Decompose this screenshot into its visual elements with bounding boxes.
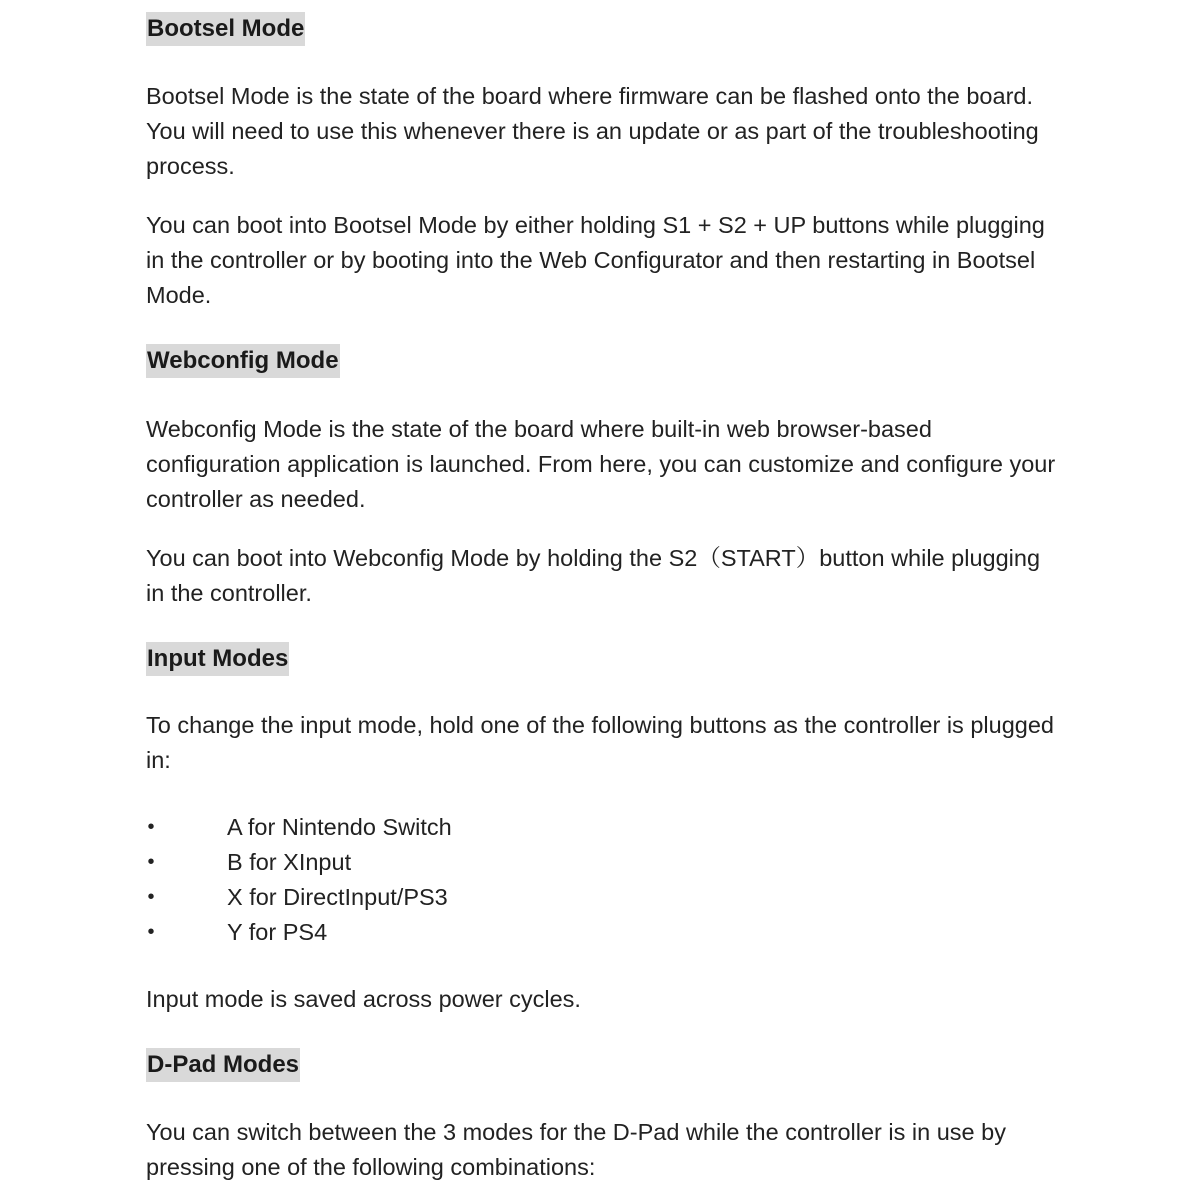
list-item-text: A for Nintendo Switch — [227, 814, 452, 840]
list-item-text: Y for PS4 — [227, 919, 328, 945]
heading-webconfig-mode: Webconfig Mode — [146, 344, 340, 378]
list-item-text: B for XInput — [227, 849, 352, 875]
bullet-icon: • — [147, 921, 155, 943]
paragraph-input-mode-saved: Input mode is saved across power cycles. — [146, 986, 581, 1012]
heading-input-modes: Input Modes — [146, 642, 289, 676]
bullet-icon: • — [147, 851, 155, 873]
paragraph-webconfig-description: Webconfig Mode is the state of the board where built-in web browser-based configuration application is launched. From here, you can customize and configure your controller as needed. — [146, 416, 1056, 512]
paragraph-dpad-modes-intro: You can switch between the 3 modes for the D-Pad while the controller is in use by pressing one of the following combinations: — [146, 1119, 1006, 1180]
bullet-icon: • — [147, 816, 155, 838]
list-item-text: X for DirectInput/PS3 — [227, 884, 448, 910]
paragraph-bootsel-instructions: You can boot into Bootsel Mode by either holding S1 + S2 + UP buttons while plugging in the controller or by booting into the Web Configurator and then restarting in Bootsel Mode. — [146, 212, 1045, 308]
paragraph-input-modes-intro: To change the input mode, hold one of the following buttons as the controller is plugged in: — [146, 712, 1054, 773]
bullet-icon: • — [147, 886, 155, 908]
heading-bootsel-mode: Bootsel Mode — [146, 12, 305, 46]
heading-dpad-modes: D-Pad Modes — [146, 1048, 300, 1082]
paragraph-webconfig-instructions: You can boot into Webconfig Mode by holding the S2（START）button while plugging in the controller. — [146, 545, 1041, 606]
paragraph-bootsel-description: Bootsel Mode is the state of the board where firmware can be flashed onto the board. You will need to use this whenever there is an update or as part of the troubleshooting process. — [146, 83, 1039, 179]
